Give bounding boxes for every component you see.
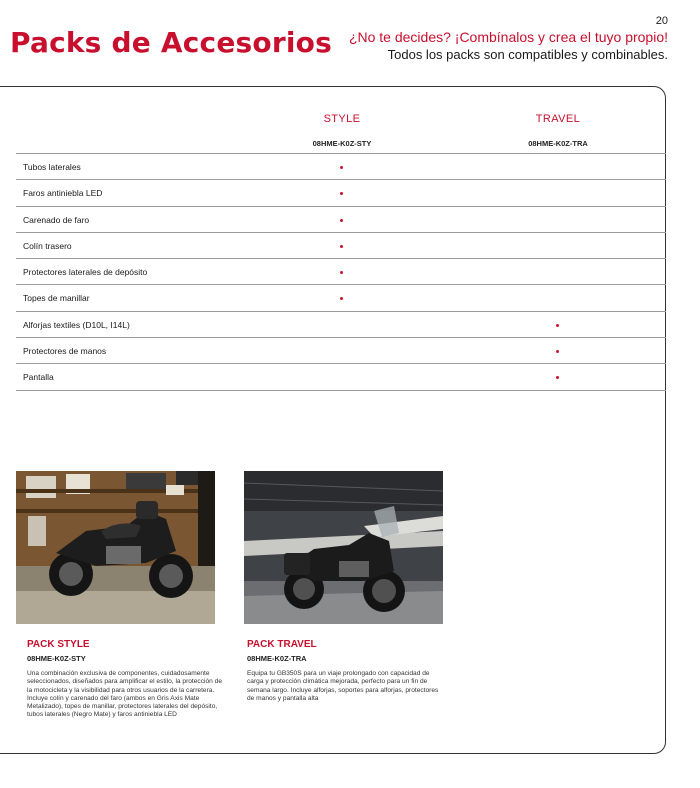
tagline-line-1: ¿No te decides? ¡Combínalos y crea el tuyo propio! (348, 29, 668, 45)
row-label: Colín trasero (23, 240, 72, 251)
included-dot-icon (340, 271, 343, 274)
column-header-style: STYLE (323, 113, 361, 125)
tagline (349, 29, 668, 63)
pack-travel-description: Equipa tu GB350S para un viaje prolongado con capacidad de carga y protección climática mejorada, perfecto para un fin de semana largo. Incluye alforjas, soportes para alforjas, protectores de manos y pantalla alta (247, 670, 439, 702)
pack-style-description: Una combinación exclusiva de componentes, cuidadosamente seleccionados, diseñados para amplificar el estilo, la protección de la motocicleta y la visibilidad para otros usuarios de la carretera. Incluye colín y carenado del faro (ambos en Gris Axis Mate Metalizado), topes de manillar, protectores laterales del depósito, tubos laterales (Negro Mate) y faros antiniebla LED (27, 670, 222, 719)
page-title: Packs de Accesorios (10, 26, 332, 59)
included-dot-icon (556, 324, 559, 327)
pack-travel-name: PACK TRAVEL (247, 639, 317, 650)
table-row (16, 338, 666, 364)
row-label: Carenado de faro (23, 214, 90, 225)
included-dot-icon (556, 350, 559, 353)
row-label: Faros antiniebla LED (23, 188, 103, 199)
table-row (16, 364, 666, 390)
table-row (16, 312, 666, 338)
column-code-style: 08HME-K0Z-STY (312, 139, 372, 148)
table-row (16, 233, 666, 259)
table-row (16, 154, 666, 180)
included-dot-icon (340, 192, 343, 195)
pack-travel-code: 08HME-K0Z-TRA (247, 654, 307, 663)
included-dot-icon (340, 219, 343, 222)
accessories-table (16, 153, 666, 391)
pack-travel-photo (244, 471, 443, 624)
row-label: Protectores laterales de depósito (23, 267, 148, 278)
tagline-line-2: Todos los packs son compatibles y combinables. (387, 47, 668, 62)
table-row (16, 180, 666, 206)
row-label: Tubos laterales (23, 162, 81, 172)
row-label: Pantalla (23, 372, 54, 383)
column-header-travel: TRAVEL (535, 113, 581, 125)
included-dot-icon (556, 376, 559, 379)
pack-style-photo (16, 471, 215, 624)
row-label: Alforjas textiles (D10L, I14L) (23, 319, 130, 330)
pack-style-name: PACK STYLE (27, 639, 90, 650)
table-row (16, 285, 666, 311)
page-number: 20 (655, 15, 668, 27)
pack-style-code: 08HME-K0Z-STY (27, 654, 86, 663)
accessories-panel (0, 86, 666, 754)
row-label: Topes de manillar (23, 293, 90, 304)
included-dot-icon (340, 166, 343, 169)
row-label: Protectores de manos (23, 346, 107, 357)
column-code-travel: 08HME-K0Z-TRA (528, 139, 588, 148)
table-row (16, 259, 666, 285)
included-dot-icon (340, 297, 343, 300)
table-row (16, 207, 666, 233)
included-dot-icon (340, 245, 343, 248)
